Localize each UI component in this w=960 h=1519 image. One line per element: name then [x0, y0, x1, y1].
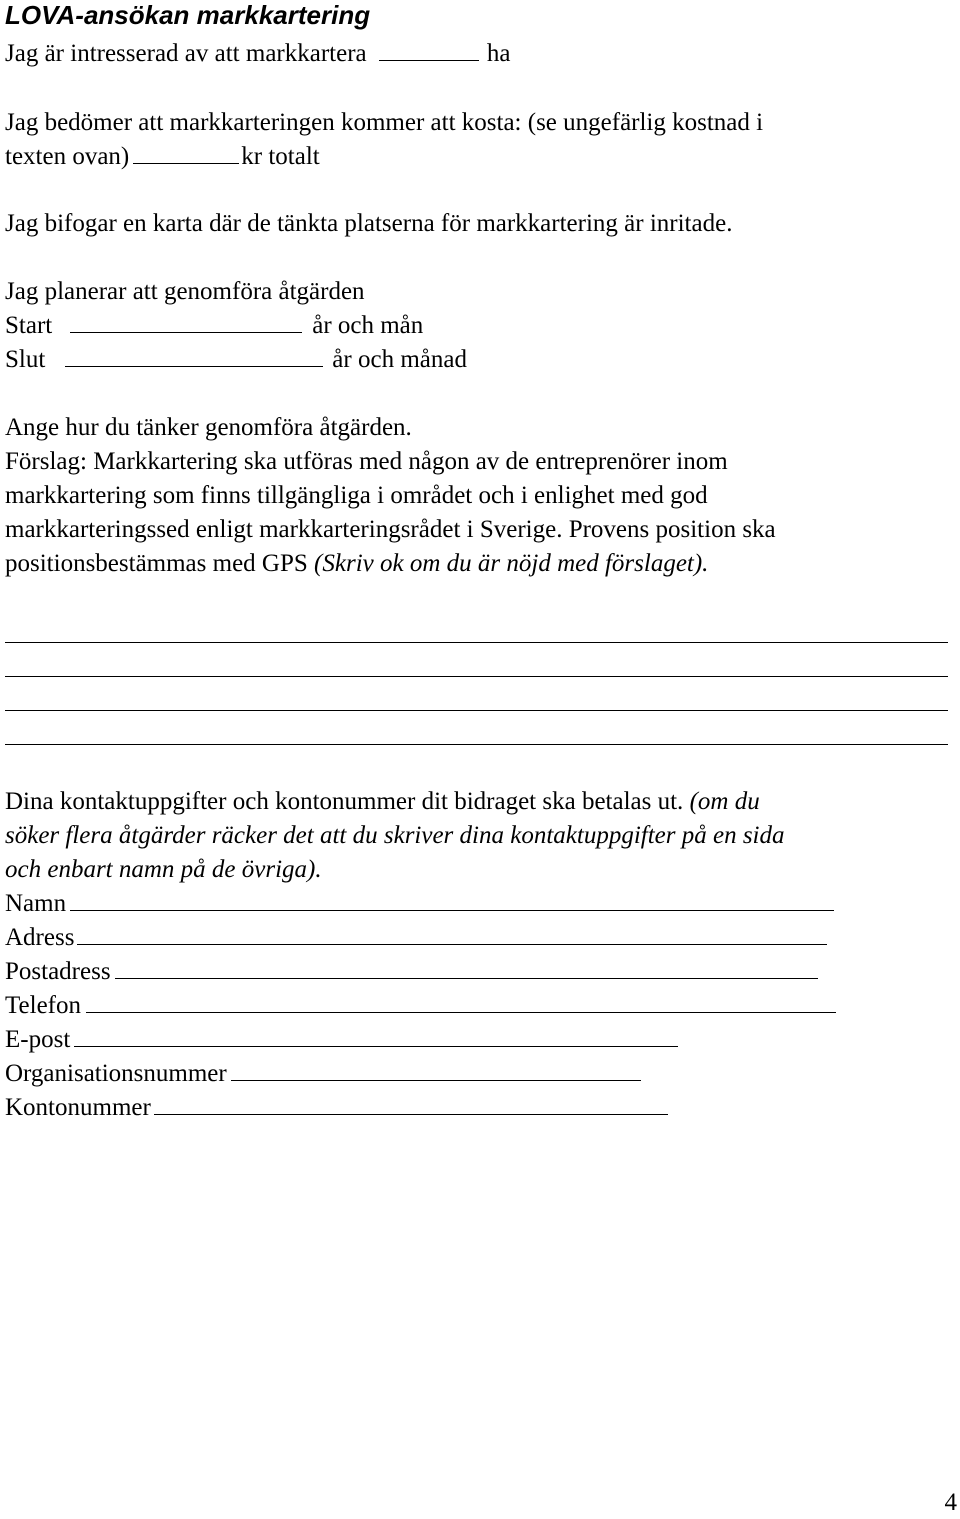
- method-line-3: markkartering som finns tillgängliga i området och i enlighet med god: [5, 482, 708, 509]
- method-instruction: (Skriv ok om du är nöjd med förslaget).: [314, 550, 709, 577]
- method-heading: Ange hur du tänker genomföra åtgärden.: [5, 414, 412, 441]
- org-number-label: Organisationsnummer: [5, 1060, 227, 1087]
- address-row: [5, 921, 827, 955]
- contact-line-1: [5, 785, 760, 819]
- org-number-row: [5, 1057, 641, 1091]
- name-label: Namn: [5, 890, 67, 917]
- address-label: Adress: [5, 924, 75, 951]
- email-row: [5, 1023, 678, 1057]
- start-row: [5, 309, 423, 343]
- contact-note-start: (om du: [689, 788, 760, 815]
- hectares-unit: ha: [486, 40, 511, 67]
- method-line-5: [5, 547, 708, 581]
- interest-label: Jag är intresserad av att markkartera: [5, 40, 367, 67]
- contact-line-2: söker flera åtgärder räcker det att du skriver dina kontaktuppgifter på en sida: [5, 822, 785, 849]
- contact-line-3: och enbart namn på de övriga).: [5, 856, 322, 883]
- interest-row: [5, 37, 510, 71]
- cost-blank[interactable]: [133, 141, 239, 164]
- map-attachment-note: Jag bifogar en karta där de tänkta platserna för markkartering är inritade.: [5, 210, 733, 237]
- method-line-2: Förslag: Markkartering ska utföras med någon av de entreprenörer inom: [5, 448, 728, 475]
- email-label: E-post: [5, 1026, 71, 1053]
- contact-intro: Dina kontaktuppgifter och kontonummer dit bidraget ska betalas ut.: [5, 788, 690, 815]
- account-number-label: Kontonummer: [5, 1094, 151, 1121]
- account-number-field[interactable]: [154, 1092, 668, 1115]
- answer-line-3[interactable]: [5, 710, 948, 711]
- email-field[interactable]: [74, 1024, 678, 1047]
- phone-label: Telefon: [5, 992, 81, 1019]
- end-date-blank[interactable]: [65, 344, 323, 367]
- cost-unit: kr totalt: [241, 143, 320, 170]
- name-field[interactable]: [70, 888, 834, 911]
- cost-label: texten ovan): [5, 143, 130, 170]
- cost-text-line-1: Jag bedömer att markkarteringen kommer att kosta: (se ungefärlig kostnad i: [5, 109, 764, 136]
- method-gps-text: positionsbestämmas med GPS: [5, 550, 315, 577]
- end-unit: år och månad: [332, 346, 467, 373]
- account-number-row: [5, 1091, 668, 1125]
- postal-address-field[interactable]: [115, 956, 818, 979]
- phone-field[interactable]: [86, 990, 836, 1013]
- end-row: [5, 343, 467, 377]
- answer-line-1[interactable]: [5, 642, 948, 643]
- postal-address-row: [5, 955, 818, 989]
- name-row: [5, 887, 834, 921]
- hectares-blank[interactable]: [379, 38, 479, 61]
- method-line-4: markkarteringssed enligt markkarteringsrådet i Sverige. Provens position ska: [5, 516, 776, 543]
- cost-row: [5, 140, 320, 174]
- start-date-blank[interactable]: [70, 310, 302, 333]
- start-unit: år och mån: [312, 312, 424, 339]
- postal-address-label: Postadress: [5, 958, 111, 985]
- answer-line-4[interactable]: [5, 744, 948, 745]
- answer-line-2[interactable]: [5, 676, 948, 677]
- form-title: LOVA-ansökan markkartering: [5, 0, 371, 30]
- start-label: Start: [5, 312, 53, 339]
- phone-row: [5, 989, 836, 1023]
- page-number: 4: [944, 1489, 957, 1516]
- org-number-field[interactable]: [231, 1058, 641, 1081]
- address-field[interactable]: [77, 922, 827, 945]
- schedule-intro: Jag planerar att genomföra åtgärden: [5, 278, 365, 305]
- end-label: Slut: [5, 346, 46, 373]
